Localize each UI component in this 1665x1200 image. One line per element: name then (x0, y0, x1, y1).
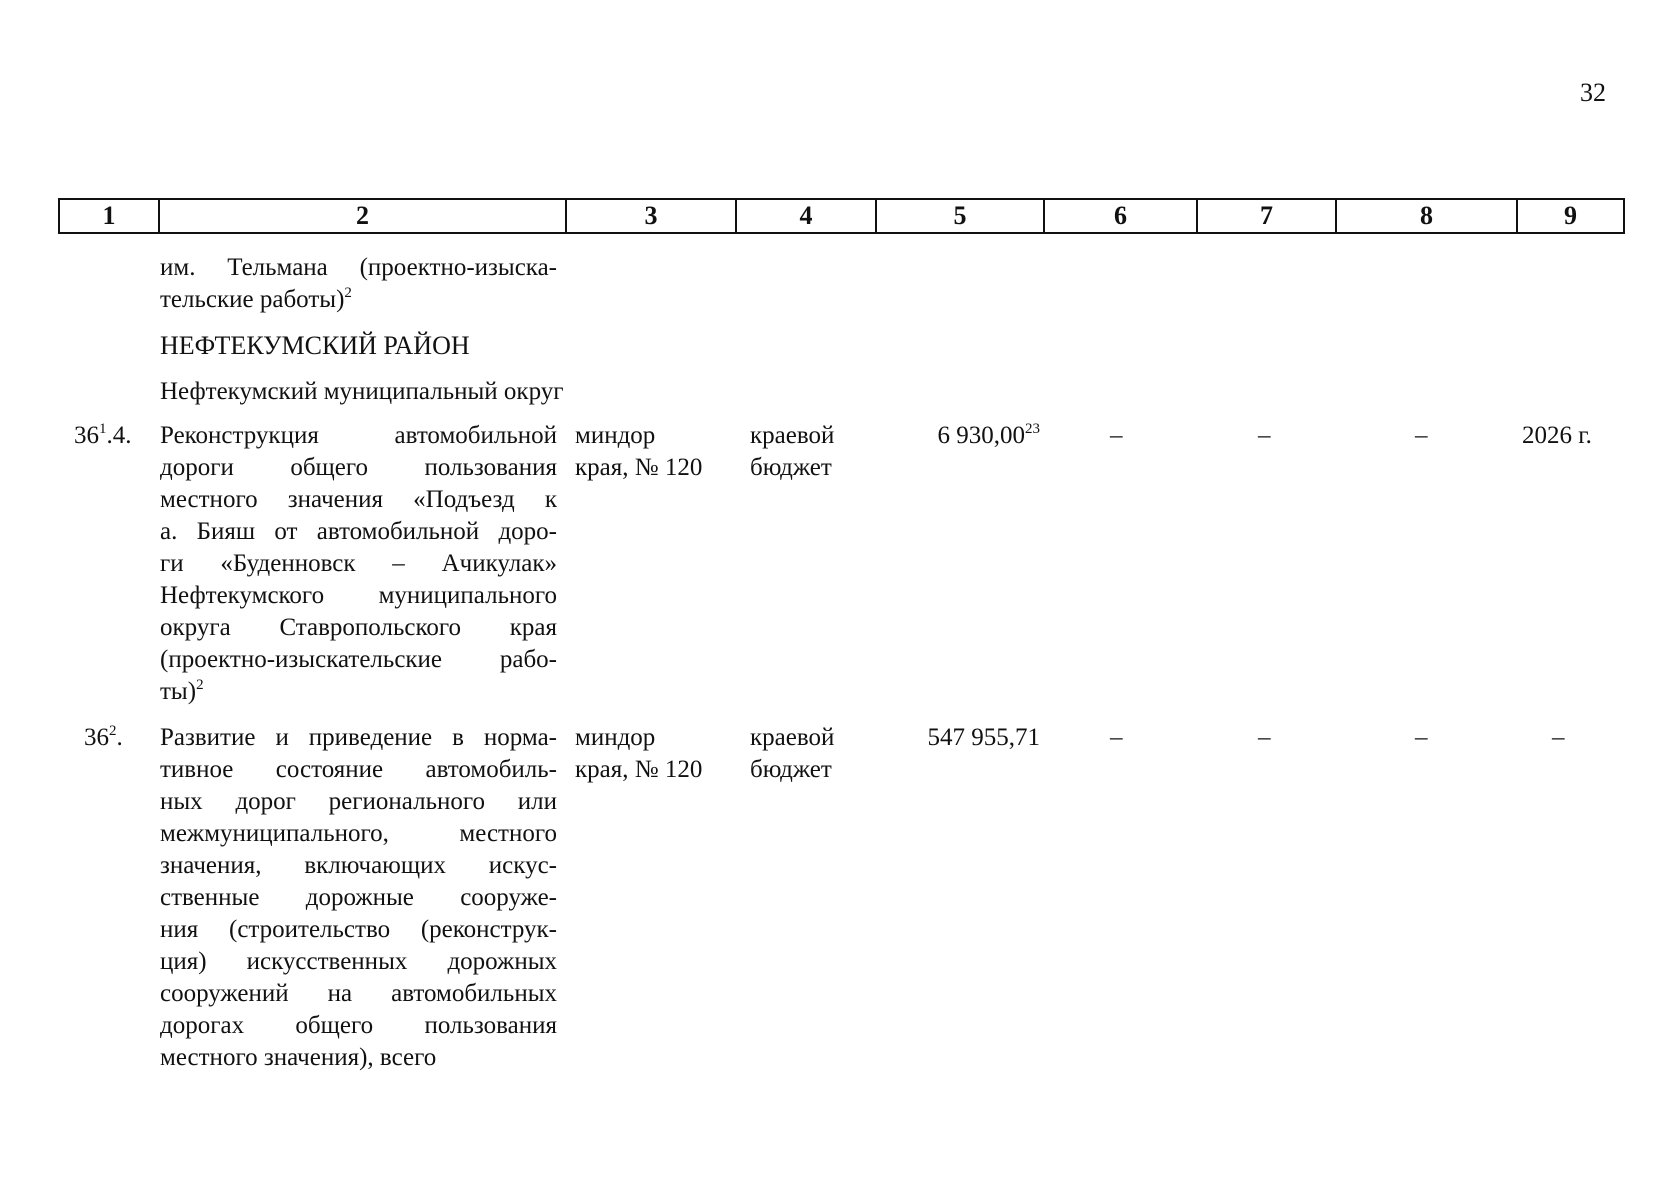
description-line: Реконструкция автомобильной (160, 422, 557, 449)
municipal-heading: Нефтекумский муниципальный округ (160, 378, 564, 405)
column-header-1: 1 (59, 199, 159, 233)
row-col9: 2026 г. (1522, 422, 1592, 449)
description-line: Развитие и приведение в норма- (160, 724, 557, 751)
source-line: краевой (750, 724, 835, 751)
description-line: (проектно-изыскательские рабо- (160, 646, 557, 673)
description-line: ния (строительство (реконструк- (160, 916, 557, 943)
row-number: $36^1.4$. (74, 421, 132, 449)
column-header-table (58, 198, 1625, 234)
description-line: ственные дорожные сооруже- (160, 884, 557, 911)
description-line: ция) искусственных дорожных (160, 948, 557, 975)
description-line: ги «Буденновск – Ачикулак» (160, 550, 557, 577)
source-line: бюджет (750, 454, 832, 481)
row-col7: – (1258, 724, 1271, 751)
column-header-5: 5 (876, 199, 1044, 233)
row-funding-source (750, 722, 834, 786)
row-executor (575, 722, 702, 786)
executor-line: края, № 120 (575, 756, 703, 783)
column-header-2: 2 (159, 199, 566, 233)
description-line: межмуниципального, местного (160, 820, 557, 847)
continuation-line-1: им. Тельмана (проектно-изыска- (160, 254, 557, 281)
row-col7: – (1258, 422, 1271, 449)
row-col9: – (1552, 724, 1565, 751)
description-line-last: местного значения), всего (160, 1044, 437, 1071)
description-line: сооружений на автомобильных (160, 980, 557, 1007)
description-line: тивное состояние автомобиль- (160, 756, 557, 783)
continuation-line-2: тельские работы)$^2$ (160, 285, 352, 313)
description-line: местного значения «Подъезд к (160, 486, 557, 513)
executor-line: края, № 120 (575, 454, 703, 481)
description-line: дороги общего пользования (160, 454, 557, 481)
column-header-4: 4 (736, 199, 876, 233)
column-header-9: 9 (1517, 199, 1624, 233)
column-header-7: 7 (1197, 199, 1336, 233)
executor-line: миндор (575, 422, 656, 449)
page-number: 32 (1580, 78, 1606, 107)
column-header-3: 3 (566, 199, 736, 233)
description-line: дорогах общего пользования (160, 1012, 557, 1039)
column-header-8: 8 (1336, 199, 1517, 233)
row-col6: – (1110, 724, 1123, 751)
description-line: ных дорог регионального или (160, 788, 557, 815)
row-executor (575, 420, 702, 484)
row-description (160, 420, 557, 708)
row-amount: 547 955,71 (927, 724, 1040, 751)
row-col6: – (1110, 422, 1123, 449)
continuation-text (160, 252, 557, 316)
row-number: $36^2$. (84, 723, 123, 751)
row-col8: – (1415, 422, 1428, 449)
row-amount: 6 930,00$^{23}$ (937, 421, 1040, 449)
column-header-6: 6 (1044, 199, 1197, 233)
row-col8: – (1415, 724, 1428, 751)
source-line: бюджет (750, 756, 832, 783)
row-funding-source (750, 420, 834, 484)
column-header-row (59, 199, 1624, 233)
executor-line: миндор (575, 724, 656, 751)
description-line: а. Бияш от автомобильной доро- (160, 518, 557, 545)
district-heading: НЕФТЕКУМСКИЙ РАЙОН (160, 331, 470, 360)
source-line: краевой (750, 422, 835, 449)
description-line: значения, включающих искус- (160, 852, 557, 879)
description-line: Нефтекумского муниципального (160, 582, 557, 609)
description-line: округа Ставропольского края (160, 614, 557, 641)
description-line-last: ты)$^2$ (160, 677, 204, 705)
row-description (160, 722, 557, 1074)
